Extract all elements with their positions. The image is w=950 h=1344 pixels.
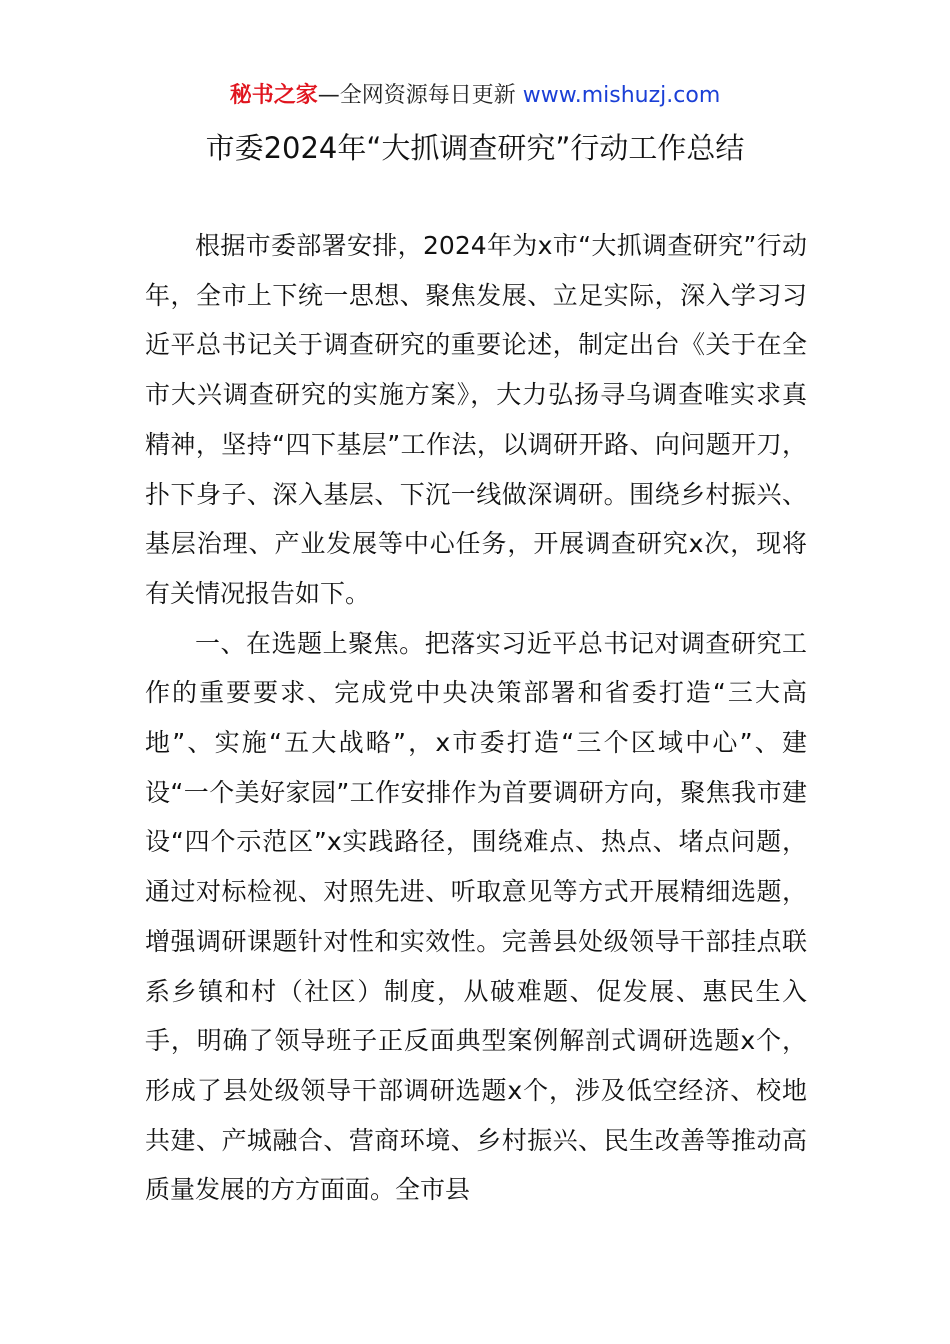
- site-url-link[interactable]: www.mishuzj.com: [522, 83, 721, 108]
- paragraph-intro: 根据市委部署安排，2024年为x市“大抓调查研究”行动年，全市上下统一思想、聚焦发展、立足实际，深入学习习近平总书记关于调查研究的重要论述，制定出台《关于在全市大兴调查研究的实施方案》，大力弘扬寻乌调查唯实求真精神，坚持“四下基层”工作法，以调研开路、向问题开刀，扑下身子、深入基层、下沉一线做深调研。围绕乡村振兴、基层治理、产业发展等中心任务，开展调查研究x次，现将有关情况报告如下。: [145, 231, 807, 608]
- brand-name: 秘书之家: [229, 83, 318, 108]
- document-title: 市委2024年“大抓调查研究”行动工作总结: [205, 131, 745, 165]
- document-body: [145, 221, 807, 1215]
- header-tagline: 全网资源每日更新: [339, 83, 516, 108]
- site-header: [0, 80, 950, 112]
- header-dash: —: [317, 83, 340, 108]
- paragraph-section-one: 一、在选题上聚焦。把落实习近平总书记对调查研究工作的重要要求、完成党中央决策部署和省委打造“三大高地”、实施“五大战略”，x市委打造“三个区域中心”、建设“一个美好家园”工作安排作为首要调研方向，聚焦我市建设“四个示范区”x实践路径，围绕难点、热点、堵点问题，通过对标检视、对照先进、听取意见等方式开展精细选题，增强调研课题针对性和实效性。完善县处级领导干部挂点联系乡镇和村（社区）制度，从破难题、促发展、惠民生入手，明确了领导班子正反面典型案例解剖式调研选题x个，形成了县处级领导干部调研选题x个，涉及低空经济、校地共建、产城融合、营商环境、乡村振兴、民生改善等推动高质量发展的方方面面。全市县: [145, 628, 807, 1205]
